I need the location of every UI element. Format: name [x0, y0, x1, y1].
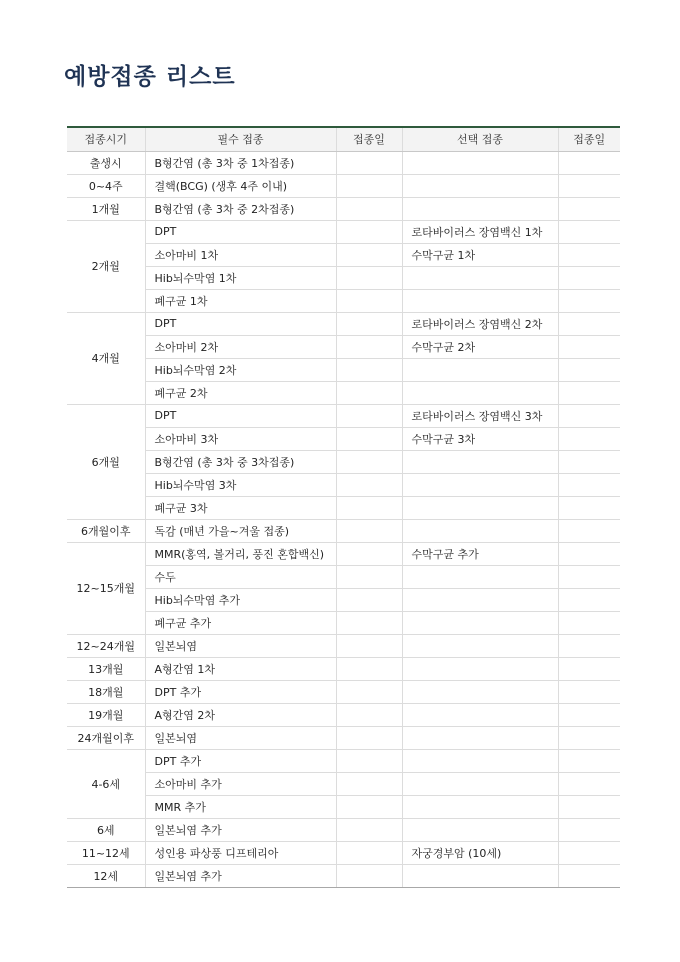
age-cell: 출생시: [67, 151, 145, 174]
required-vaccine-cell: 일본뇌염: [145, 634, 336, 657]
optional-vaccine-cell: 로타바이러스 장염백신 1차: [402, 220, 558, 243]
optional-vaccine-cell: [402, 289, 558, 312]
table-row: [67, 266, 620, 289]
required-date-cell: [336, 726, 402, 749]
required-vaccine-cell: MMR 추가: [145, 795, 336, 818]
table-row: [67, 335, 620, 358]
required-vaccine-cell: B형간염 (총 3차 중 2차접종): [145, 197, 336, 220]
required-vaccine-cell: B형간염 (총 3차 중 3차접종): [145, 450, 336, 473]
table-row: [67, 795, 620, 818]
optional-date-cell: [558, 496, 620, 519]
age-cell: 12~24개월: [67, 634, 145, 657]
required-vaccine-cell: 폐구균 추가: [145, 611, 336, 634]
required-date-cell: [336, 795, 402, 818]
optional-vaccine-cell: 수막구균 3차: [402, 427, 558, 450]
required-date-cell: [336, 427, 402, 450]
optional-vaccine-cell: [402, 703, 558, 726]
header-required-vaccine: 필수 접종: [145, 127, 336, 151]
table-row: [67, 841, 620, 864]
required-date-cell: [336, 358, 402, 381]
optional-vaccine-cell: [402, 174, 558, 197]
table-row: [67, 220, 620, 243]
optional-vaccine-cell: 수막구균 추가: [402, 542, 558, 565]
age-cell: 2개월: [67, 220, 145, 312]
required-date-cell: [336, 220, 402, 243]
optional-date-cell: [558, 519, 620, 542]
required-date-cell: [336, 243, 402, 266]
header-optional-date: 접종일: [558, 127, 620, 151]
optional-date-cell: [558, 174, 620, 197]
optional-vaccine-cell: [402, 818, 558, 841]
required-vaccine-cell: 결핵(BCG) (생후 4주 이내): [145, 174, 336, 197]
optional-date-cell: [558, 565, 620, 588]
required-vaccine-cell: 소아마비 2차: [145, 335, 336, 358]
required-date-cell: [336, 611, 402, 634]
age-cell: 0~4주: [67, 174, 145, 197]
optional-vaccine-cell: [402, 657, 558, 680]
required-vaccine-cell: DPT: [145, 404, 336, 427]
optional-vaccine-cell: [402, 473, 558, 496]
optional-date-cell: [558, 473, 620, 496]
required-vaccine-cell: Hib뇌수막염 1차: [145, 266, 336, 289]
optional-vaccine-cell: [402, 611, 558, 634]
optional-date-cell: [558, 841, 620, 864]
optional-date-cell: [558, 772, 620, 795]
optional-date-cell: [558, 404, 620, 427]
required-vaccine-cell: 독감 (매년 가을~겨울 접종): [145, 519, 336, 542]
optional-date-cell: [558, 657, 620, 680]
required-date-cell: [336, 473, 402, 496]
required-vaccine-cell: 수두: [145, 565, 336, 588]
required-vaccine-cell: 폐구균 3차: [145, 496, 336, 519]
table-row: [67, 243, 620, 266]
required-date-cell: [336, 565, 402, 588]
required-vaccine-cell: DPT 추가: [145, 680, 336, 703]
table-row: [67, 542, 620, 565]
required-date-cell: [336, 404, 402, 427]
optional-date-cell: [558, 358, 620, 381]
optional-vaccine-cell: [402, 588, 558, 611]
optional-date-cell: [558, 450, 620, 473]
table-row: [67, 749, 620, 772]
optional-vaccine-cell: [402, 197, 558, 220]
required-vaccine-cell: 폐구균 1차: [145, 289, 336, 312]
required-vaccine-cell: DPT 추가: [145, 749, 336, 772]
required-vaccine-cell: 성인용 파상풍 디프테리아: [145, 841, 336, 864]
optional-date-cell: [558, 266, 620, 289]
table-row: [67, 450, 620, 473]
required-date-cell: [336, 197, 402, 220]
required-vaccine-cell: A형간염 2차: [145, 703, 336, 726]
optional-vaccine-cell: 수막구균 2차: [402, 335, 558, 358]
required-date-cell: [336, 542, 402, 565]
optional-date-cell: [558, 726, 620, 749]
required-vaccine-cell: 소아마비 1차: [145, 243, 336, 266]
header-optional-vaccine: 선택 접종: [402, 127, 558, 151]
table-row: [67, 151, 620, 174]
required-vaccine-cell: DPT: [145, 220, 336, 243]
table-row: [67, 427, 620, 450]
table-row: [67, 473, 620, 496]
required-vaccine-cell: 폐구균 2차: [145, 381, 336, 404]
optional-vaccine-cell: [402, 496, 558, 519]
table-row: [67, 404, 620, 427]
optional-vaccine-cell: 자궁경부암 (10세): [402, 841, 558, 864]
optional-date-cell: [558, 680, 620, 703]
vaccination-table: [67, 126, 620, 888]
required-date-cell: [336, 151, 402, 174]
required-vaccine-cell: B형간염 (총 3차 중 1차접종): [145, 151, 336, 174]
required-date-cell: [336, 519, 402, 542]
table-row: [67, 519, 620, 542]
required-vaccine-cell: 일본뇌염 추가: [145, 818, 336, 841]
table-row: [67, 565, 620, 588]
optional-vaccine-cell: [402, 519, 558, 542]
table-row: [67, 680, 620, 703]
required-date-cell: [336, 657, 402, 680]
optional-date-cell: [558, 220, 620, 243]
optional-vaccine-cell: 수막구균 1차: [402, 243, 558, 266]
required-date-cell: [336, 634, 402, 657]
table-row: [67, 588, 620, 611]
table-header-row: [67, 127, 620, 151]
optional-vaccine-cell: [402, 565, 558, 588]
optional-date-cell: [558, 749, 620, 772]
required-date-cell: [336, 174, 402, 197]
required-date-cell: [336, 312, 402, 335]
optional-date-cell: [558, 381, 620, 404]
optional-date-cell: [558, 197, 620, 220]
required-date-cell: [336, 381, 402, 404]
required-vaccine-cell: Hib뇌수막염 3차: [145, 473, 336, 496]
optional-vaccine-cell: 로타바이러스 장염백신 2차: [402, 312, 558, 335]
optional-vaccine-cell: [402, 795, 558, 818]
required-date-cell: [336, 266, 402, 289]
required-vaccine-cell: Hib뇌수막염 추가: [145, 588, 336, 611]
optional-vaccine-cell: [402, 151, 558, 174]
optional-vaccine-cell: 로타바이러스 장염백신 3차: [402, 404, 558, 427]
required-vaccine-cell: 소아마비 추가: [145, 772, 336, 795]
required-date-cell: [336, 841, 402, 864]
required-date-cell: [336, 772, 402, 795]
header-required-date: 접종일: [336, 127, 402, 151]
optional-vaccine-cell: [402, 864, 558, 887]
optional-vaccine-cell: [402, 381, 558, 404]
age-cell: 6개월이후: [67, 519, 145, 542]
optional-vaccine-cell: [402, 358, 558, 381]
optional-date-cell: [558, 611, 620, 634]
optional-vaccine-cell: [402, 450, 558, 473]
optional-vaccine-cell: [402, 680, 558, 703]
required-vaccine-cell: 일본뇌염: [145, 726, 336, 749]
table-row: [67, 726, 620, 749]
required-vaccine-cell: 소아마비 3차: [145, 427, 336, 450]
table-row: [67, 197, 620, 220]
age-cell: 18개월: [67, 680, 145, 703]
age-cell: 11~12세: [67, 841, 145, 864]
table-row: [67, 381, 620, 404]
table-row: [67, 703, 620, 726]
age-cell: 6세: [67, 818, 145, 841]
optional-date-cell: [558, 795, 620, 818]
required-date-cell: [336, 450, 402, 473]
optional-date-cell: [558, 427, 620, 450]
table-row: [67, 289, 620, 312]
required-date-cell: [336, 749, 402, 772]
age-cell: 4-6세: [67, 749, 145, 818]
required-date-cell: [336, 818, 402, 841]
age-cell: 13개월: [67, 657, 145, 680]
optional-date-cell: [558, 703, 620, 726]
table-row: [67, 634, 620, 657]
optional-date-cell: [558, 818, 620, 841]
required-date-cell: [336, 588, 402, 611]
table-row: [67, 611, 620, 634]
optional-date-cell: [558, 634, 620, 657]
optional-date-cell: [558, 542, 620, 565]
table-row: [67, 818, 620, 841]
age-cell: 12세: [67, 864, 145, 887]
optional-vaccine-cell: [402, 266, 558, 289]
table-row: [67, 772, 620, 795]
optional-date-cell: [558, 243, 620, 266]
required-vaccine-cell: 일본뇌염 추가: [145, 864, 336, 887]
age-cell: 12~15개월: [67, 542, 145, 634]
age-cell: 24개월이후: [67, 726, 145, 749]
optional-date-cell: [558, 312, 620, 335]
optional-date-cell: [558, 864, 620, 887]
table-row: [67, 358, 620, 381]
age-cell: 6개월: [67, 404, 145, 519]
optional-date-cell: [558, 151, 620, 174]
table-row: [67, 312, 620, 335]
required-date-cell: [336, 680, 402, 703]
optional-date-cell: [558, 588, 620, 611]
required-vaccine-cell: A형간염 1차: [145, 657, 336, 680]
table-row: [67, 864, 620, 887]
age-cell: 1개월: [67, 197, 145, 220]
optional-date-cell: [558, 289, 620, 312]
required-date-cell: [336, 703, 402, 726]
table-row: [67, 174, 620, 197]
required-date-cell: [336, 289, 402, 312]
header-age: 접종시기: [67, 127, 145, 151]
required-date-cell: [336, 864, 402, 887]
page-title: 예방접종 리스트: [64, 64, 236, 90]
optional-vaccine-cell: [402, 749, 558, 772]
optional-vaccine-cell: [402, 772, 558, 795]
age-cell: 4개월: [67, 312, 145, 404]
optional-date-cell: [558, 335, 620, 358]
required-date-cell: [336, 335, 402, 358]
required-vaccine-cell: MMR(홍역, 볼거리, 풍진 혼합백신): [145, 542, 336, 565]
table-row: [67, 657, 620, 680]
required-vaccine-cell: Hib뇌수막염 2차: [145, 358, 336, 381]
table-row: [67, 496, 620, 519]
required-date-cell: [336, 496, 402, 519]
optional-vaccine-cell: [402, 634, 558, 657]
optional-vaccine-cell: [402, 726, 558, 749]
table-body: [67, 151, 620, 887]
age-cell: 19개월: [67, 703, 145, 726]
required-vaccine-cell: DPT: [145, 312, 336, 335]
